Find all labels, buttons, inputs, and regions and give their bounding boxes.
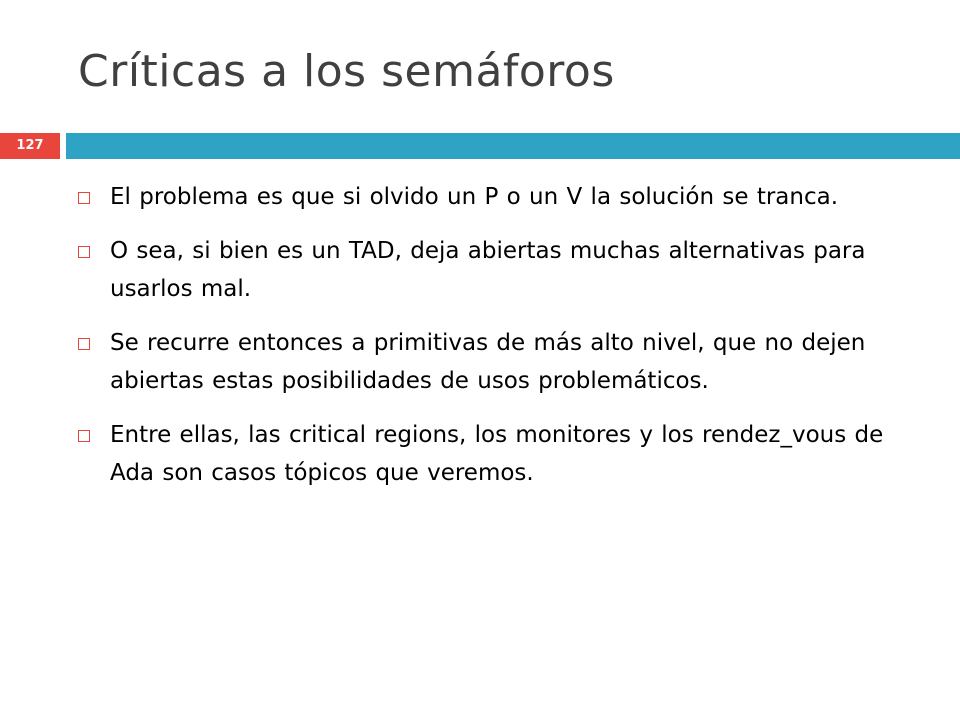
page-number-badge: 127	[0, 133, 60, 159]
bullet-item	[72, 324, 892, 400]
bullet-text: O sea, si bien es un TAD, deja abiertas muchas alternativas para usarlos mal.	[110, 238, 866, 302]
accent-bar	[66, 133, 960, 159]
slide-title: Críticas a los semáforos	[78, 46, 615, 97]
hollow-square-bullet-icon	[78, 338, 90, 350]
hollow-square-bullet-icon	[78, 192, 90, 204]
bullet-item	[72, 232, 892, 308]
bullet-item	[72, 178, 892, 216]
bullet-item	[72, 416, 892, 492]
hollow-square-bullet-icon	[78, 430, 90, 442]
hollow-square-bullet-icon	[78, 246, 90, 258]
bullet-list	[72, 178, 892, 508]
bullet-text: Entre ellas, las critical regions, los monitores y los rendez_vous de Ada son casos tópicos que veremos.	[110, 422, 884, 486]
bullet-text: Se recurre entonces a primitivas de más alto nivel, que no dejen abiertas estas posibilidades de usos problemáticos.	[110, 330, 866, 394]
bullet-text: El problema es que si olvido un P o un V la solución se tranca.	[110, 184, 839, 210]
